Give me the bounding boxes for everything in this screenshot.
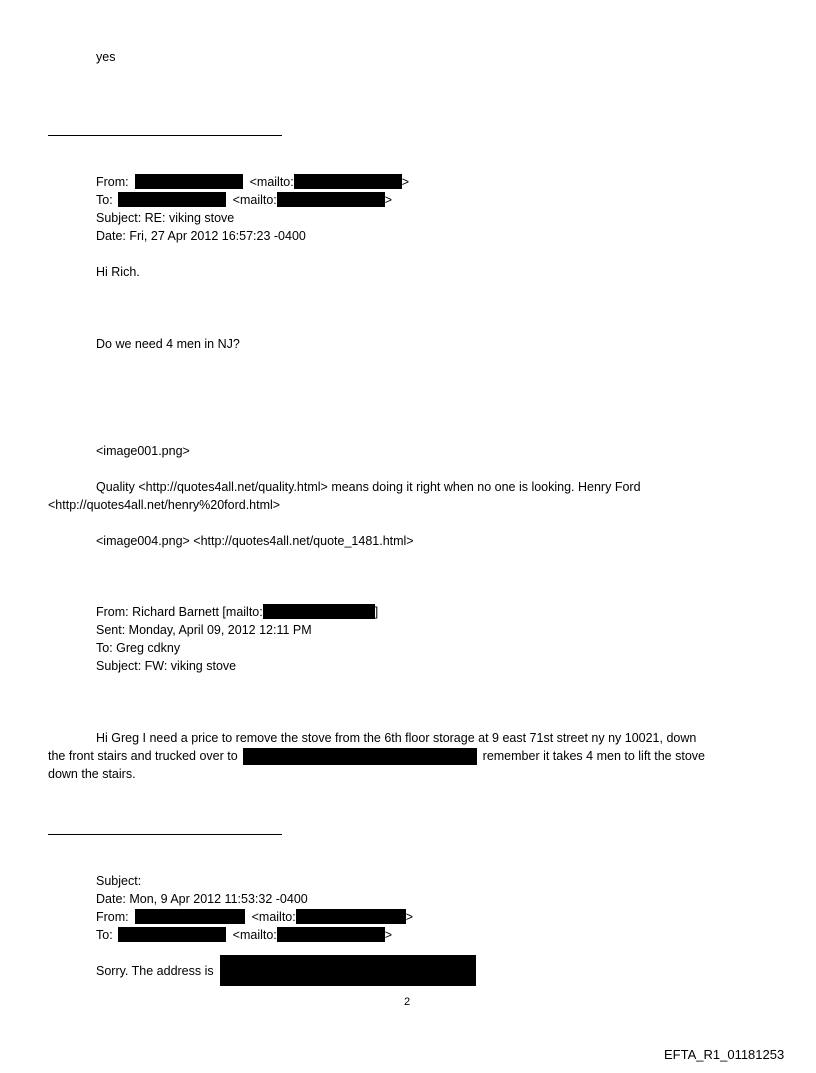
mailto-label: <mailto: bbox=[249, 175, 294, 189]
redaction-box bbox=[277, 927, 385, 942]
quote-link-line: <http://quotes4all.net/henry%20ford.html> bbox=[48, 498, 281, 512]
from-label: From: bbox=[96, 175, 129, 189]
to-line bbox=[96, 192, 392, 209]
from-line bbox=[96, 909, 413, 926]
close-bracket: > bbox=[401, 175, 410, 189]
from-line bbox=[96, 174, 409, 191]
mailto-label: <mailto: bbox=[251, 910, 296, 924]
to-line: To: Greg cdkny bbox=[96, 641, 181, 655]
subject-line: Subject: bbox=[96, 874, 142, 888]
redaction-box bbox=[294, 174, 402, 189]
close-bracket: ] bbox=[374, 605, 379, 619]
redaction-box bbox=[277, 192, 385, 207]
sent-line: Sent: Monday, April 09, 2012 12:11 PM bbox=[96, 623, 312, 637]
page-number: 2 bbox=[404, 996, 411, 1008]
redaction-box bbox=[243, 748, 477, 765]
body-line: Sorry. The address is bbox=[96, 964, 214, 978]
subject-line: Subject: FW: viking stove bbox=[96, 659, 237, 673]
close-bracket: > bbox=[384, 193, 393, 207]
redaction-box bbox=[263, 604, 375, 619]
image-placeholder: <image001.png> bbox=[96, 444, 190, 458]
separator-line bbox=[48, 135, 282, 136]
redaction-box bbox=[118, 927, 226, 942]
image-placeholder: <image004.png> <http://quotes4all.net/quote_1481.html> bbox=[96, 534, 414, 548]
close-bracket: > bbox=[384, 928, 393, 942]
question-text: Do we need 4 men in NJ? bbox=[96, 337, 240, 351]
separator-line bbox=[48, 834, 282, 835]
mailto-label: <mailto: bbox=[232, 193, 277, 207]
greeting: Hi Rich. bbox=[96, 265, 140, 279]
close-bracket: > bbox=[405, 910, 414, 924]
reply-text: yes bbox=[96, 50, 116, 64]
body-line: Hi Greg I need a price to remove the stove from the 6th floor storage at 9 east 71st street ny ny 10021, down bbox=[96, 731, 697, 745]
mailto-label: <mailto: bbox=[232, 928, 277, 942]
to-line bbox=[96, 927, 392, 944]
to-label: To: bbox=[96, 928, 113, 942]
from-label: From: bbox=[96, 910, 129, 924]
subject-line: Subject: RE: viking stove bbox=[96, 211, 235, 225]
redaction-box bbox=[118, 192, 226, 207]
body-line: down the stairs. bbox=[48, 767, 136, 781]
from-line bbox=[96, 604, 378, 621]
quote-line: Quality <http://quotes4all.net/quality.html> means doing it right when no one is looking. Henry Ford bbox=[96, 480, 641, 494]
bates-number: EFTA_R1_01181253 bbox=[664, 1047, 785, 1062]
date-line: Date: Fri, 27 Apr 2012 16:57:23 -0400 bbox=[96, 229, 306, 243]
redaction-box bbox=[296, 909, 406, 924]
to-label: To: bbox=[96, 193, 113, 207]
body-text: the front stairs and trucked over to bbox=[48, 749, 238, 763]
from-text: From: Richard Barnett [mailto: bbox=[96, 605, 263, 619]
date-line: Date: Mon, 9 Apr 2012 11:53:32 -0400 bbox=[96, 892, 308, 906]
body-text: remember it takes 4 men to lift the stove bbox=[482, 749, 705, 763]
redaction-box bbox=[220, 955, 476, 986]
redaction-box bbox=[135, 174, 243, 189]
redaction-box bbox=[135, 909, 245, 924]
body-line bbox=[48, 748, 705, 765]
